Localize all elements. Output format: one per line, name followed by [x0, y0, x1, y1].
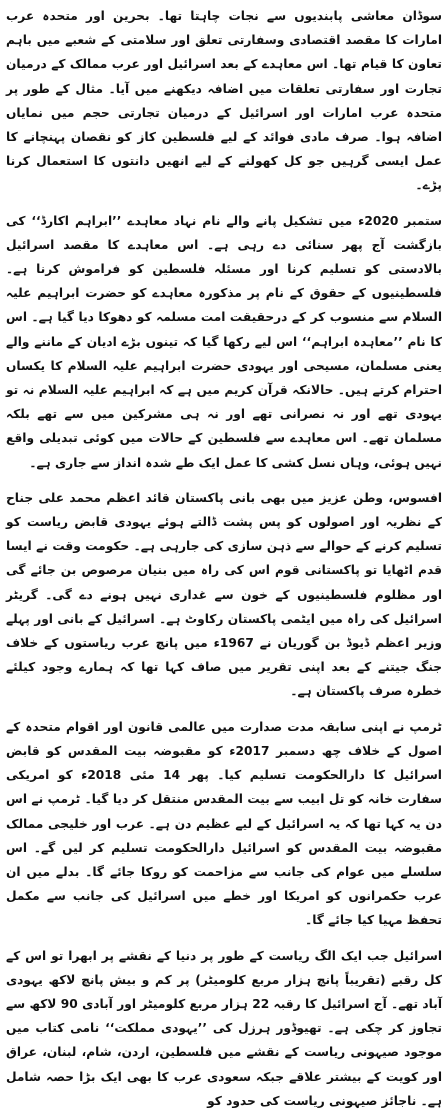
paragraph-gulf-normalization: سوڈان معاشی پابندیوں سے نجات چاہتا تھا۔ بحرین اور متحدہ عرب امارات کا مقصد اقتصادی وسفارتی تعلق اور سلامتی کے شعبے میں باہم تعاون کا قیام تھا۔ اس معاہدے کے بعد اسرائیل اور عرب ممالک کے درمیان تجارت اور سفارتی تعلقات میں اضافہ دیکھنے میں آیا۔ مثال کے طور پر متحدہ عرب امارات اور اسرائیل کے درمیان تجارتی حجم میں نمایاں اضافہ ہوا۔ صرف مادی فوائد کے لیے فلسطین کاز کو نقصان پہنچانے کا عمل ایسی گرہیں جو کل کھولنے کے لیے انھیں دانتوں کا استعمال کرنا پڑے۔	[6, 9, 442, 193]
paragraph-pakistan-stance: افسوس، وطن عزیز میں بھی بانی پاکستان قائد اعظم محمد علی جناح کے نظریہ اور اصولوں کو پس پشت ڈالتے ہوئے یہودی قابض ریاست کو تسلیم کرنے کے حوالے سے ذہن سازی کی جارہی ہے۔ حکومت وقت نے ایسا قدم اٹھایا تو پاکستانی قوم اس کی راہ میں بنیان مرصوص بن جائے گی اور مظلوم فلسطینیوں کے خون سے غداری نہیں ہونے دے گی۔ گریٹر اسرائیل کی راہ میں ایٹمی پاکستان رکاوٹ ہے۔ اسرائیل کے بانی اور پہلے وزیر اعظم ڈیوڈ بن گوریان نے 1967ء میں پانچ عرب ریاستوں کے خلاف جنگ جیتنے کے بعد اپنی تقریر میں صاف کہا تھا کہ ہمارے وجود کیلئے خطرہ صرف پاکستان ہے۔	[6, 490, 442, 699]
paragraph-greater-israel: اسرائیل جب ایک الگ ریاست کے طور پر دنیا کے نقشے پر ابھرا تو اس کے کل رقبے (تقریباً پانچ ہزار مربع کلومیٹر) پر کم و بیش پانچ لاکھ یہودی آباد تھے۔ آج اسرائیل کا رقبہ 22 ہزار مربع کلومیٹر اور آبادی 90 لاکھ سے تجاوز کر چکی ہے۔ تھیوڈور ہرزل کی ’’یہودی مملکت‘‘ نامی کتاب میں موجود صیہونی ریاست کے نقشے میں فلسطین، اردن، شام، لبنان، عراق اور کویت کے بیشتر علاقے جبکہ سعودی عرب کا بھی ایک بڑا حصہ شامل ہے۔ ناجائز صیہونی ریاست کی حدود کو	[6, 948, 442, 1108]
paragraph-trump-jerusalem: ٹرمپ نے اپنی سابقہ مدت صدارت میں عالمی قانون اور اقوام متحدہ کے اصول کے خلاف چھ دسمبر 2017ء کو مقبوضہ بیت المقدس کو قابض اسرائیل کا دارالحکومت تسلیم کیا۔ پھر 14 مئی 2018ء کو امریکی سفارت خانہ کو تل ابیب سے بیت المقدس منتقل کر دیا گیا۔ ٹرمپ نے اس دن یہ کہا تھا کہ یہ اسرائیل کے لیے عظیم دن ہے۔ عرب اور خلیجی ممالک مقبوضہ بیت المقدس کو اسرائیل دارالحکومت تسلیم کر لیں گے۔ اس سلسلے میں عوام کی جانب سے مزاحمت کو روکا جائے گا۔ بدلے میں ان عرب حکمرانوں کو امریکا اور خطے میں اسرائیل کی جانب سے مکمل تحفظ مہیا کیا جائے گا۔	[6, 719, 442, 928]
paragraph-abraham-accords: ستمبر 2020ء میں تشکیل پانے والے نام نہاد معاہدے ’’ابراہم اکارڈ‘‘ کی بازگشت آج پھر سنائی دے رہی ہے۔ اس معاہدے کا مقصد اسرائیل بالادستی کو تسلیم کرنا اور مسئلہ فلسطین کو فراموش کرنا ہے۔ فلسطینیوں کے حقوق کے نام پر مذکورہ معاہدے کو حضرت ابراہیم علیہ السلام سے منسوب کر کے درحقیقت امت مسلمہ کو دھوکا دیا گیا ہے۔ اس کا نام ’’معاہدہ ابراہم‘‘ اس لیے رکھا گیا کہ تینوں بڑے ادیان کے ماننے والے یعنی مسلمان، مسیحی اور یہودی حضرت ابراہیم علیہ السلام کا یکساں احترام کرتے ہیں۔ حالانکہ قرآن کریم میں ہے کہ ابراہیم علیہ السلام نہ تو یہودی تھے اور نہ نصرانی تھے اور نہ ہی مشرکین میں سے تھے بلکہ مسلمان تھے۔ اس معاہدے سے فلسطین کے حالات میں کوئی تبدیلی واقع نہیں ہوئی، وہاں نسل کشی کا عمل ایک طے شدہ انداز سے جاری ہے۔	[6, 213, 442, 470]
